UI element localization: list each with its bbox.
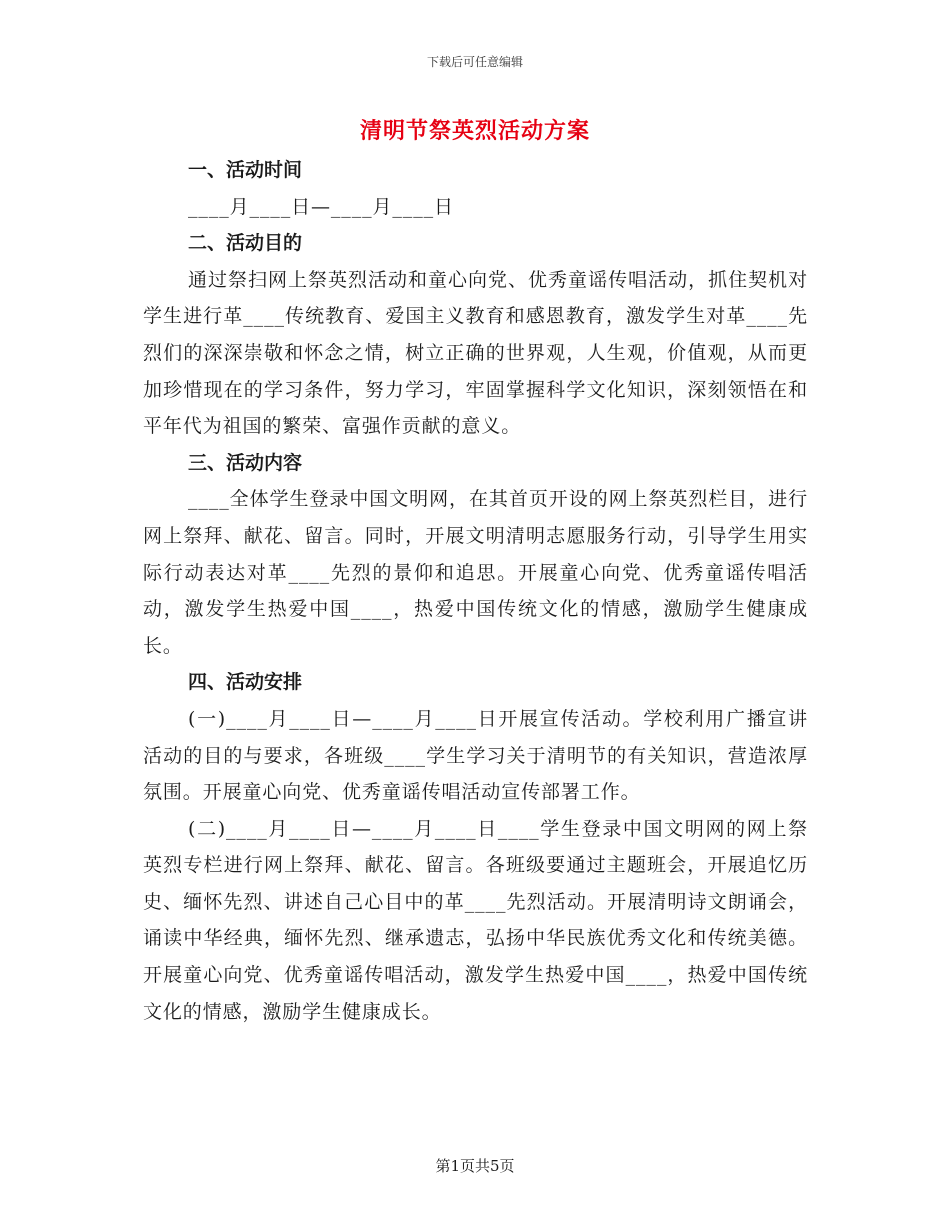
paragraph: (二)____月____日—____月____日____学生登录中国文明网的网上祭英烈专栏进行网上祭拜、献花、留言。各班级要通过主题班会，开展追忆历史、缅怀先烈、讲述自己心目中的革____先烈活动。开展清明诗文朗诵会，诵读中华经典，缅怀先烈、继承遗志，弘扬中华民族优秀文化和传统美德。开展童心向党、优秀童谣传唱活动，激发学生热爱中国____，热爱中国传统文化的情感，激励学生健康成长。 <box>143 817 808 1023</box>
section-activity-arrangement <box>143 664 808 1030</box>
paragraph: (一)____月____日—____月____日开展宣传活动。学校利用广播宣讲活动的目的与要求，各班级____学生学习关于清明节的有关知识，营造浓厚氛围。开展童心向党、优秀童谣传唱活动宣传部署工作。 <box>143 707 808 804</box>
page-number: 第1页共5页 <box>435 1157 515 1175</box>
section-heading: 四、活动安排 <box>188 671 303 694</box>
header-note: 下载后可任意编辑 <box>426 55 523 69</box>
paragraph: 通过祭扫网上祭英烈活动和童心向党、优秀童谣传唱活动，抓住契机对学生进行革____传统教育、爱国主义教育和感恩教育，激发学生对革____先烈们的深深崇敬和怀念之情，树立正确的世界观，人生观，价值观，从而更加珍惜现在的学习条件，努力学习，牢固掌握科学文化知识，深刻领悟在和平年代为祖国的繁荣、富强作贡献的意义。 <box>143 268 808 438</box>
paragraph: ____全体学生登录中国文明网，在其首页开设的网上祭英烈栏目，进行网上祭拜、献花、留言。同时，开展文明清明志愿服务行动，引导学生用实际行动表达对革____先烈的景仰和追思。开展童心向党、优秀童谣传唱活动，激发学生热爱中国____，热爱中国传统文化的情感，激励学生健康成长。 <box>143 488 808 657</box>
section-activity-purpose <box>143 225 808 445</box>
section-activity-time <box>143 152 808 225</box>
document-title: 清明节祭英烈活动方案 <box>359 118 590 144</box>
document-body <box>143 152 808 1030</box>
section-heading: 二、活动目的 <box>188 232 303 255</box>
section-heading: 一、活动时间 <box>188 159 303 181</box>
section-heading: 三、活动内容 <box>188 451 303 474</box>
date-line: ____月____日—____月____日 <box>188 195 454 218</box>
section-activity-content <box>143 445 808 665</box>
